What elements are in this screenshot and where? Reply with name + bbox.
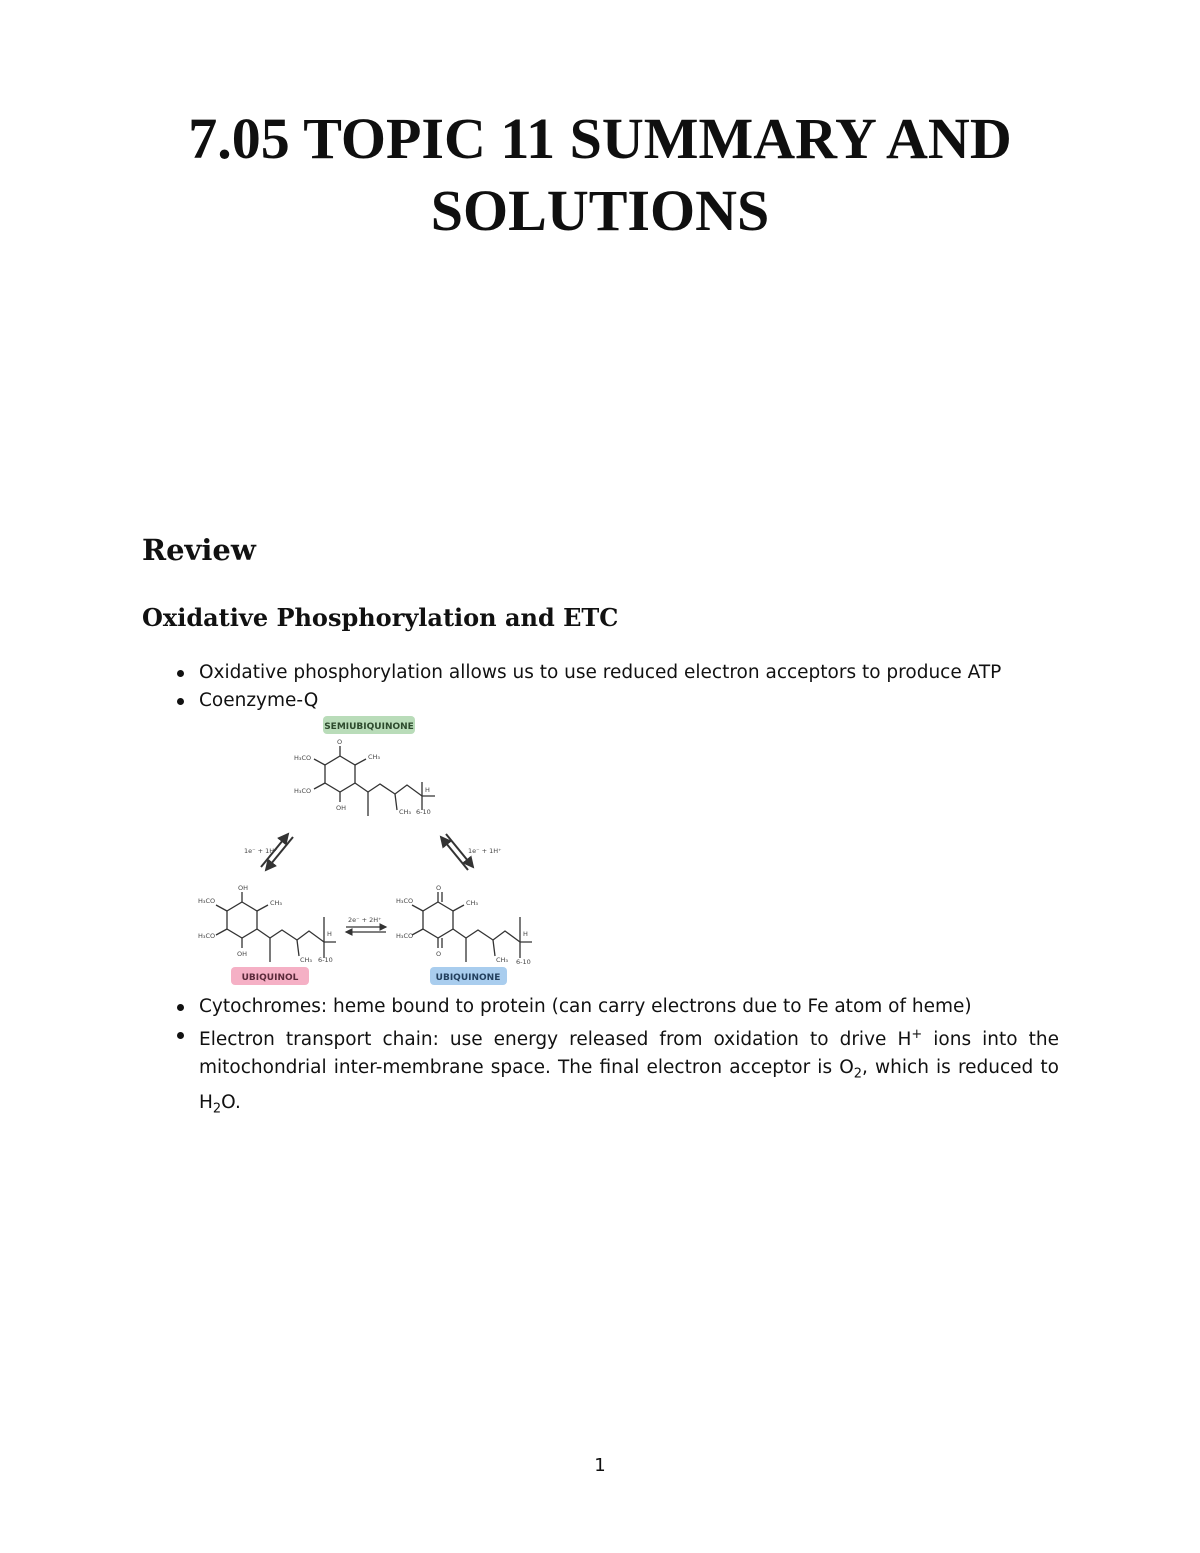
left-arrow-label: 1e⁻ + 1H⁺ (244, 847, 278, 855)
svg-text:H₃CO: H₃CO (198, 932, 216, 940)
subsection-heading: Oxidative Phosphorylation and ETC (142, 603, 619, 632)
section-heading: Review (142, 533, 256, 567)
bullet-oxidative-phosphorylation: Oxidative phosphorylation allows us to use reduced electron acceptors to produce ATP (199, 659, 1059, 687)
svg-text:6-10: 6-10 (318, 956, 333, 964)
svg-text:O: O (436, 884, 442, 892)
svg-text:CH₃: CH₃ (300, 956, 313, 964)
semiquinone-atom-labels (294, 738, 431, 816)
bullet-coenzyme-q: Coenzyme-Q (199, 687, 1059, 715)
svg-text:O: O (337, 738, 343, 746)
svg-text:OH: OH (336, 804, 347, 812)
ubiquinol-atom-labels (198, 884, 333, 964)
svg-text:CH₃: CH₃ (496, 956, 509, 964)
svg-text:CH₃: CH₃ (399, 808, 412, 816)
bullet-list-bottom (199, 993, 1059, 1124)
etc-sup-plus: + (911, 1027, 923, 1042)
ubiquinone-label: UBIQUINONE (435, 973, 501, 983)
semiquinone-badge (323, 716, 415, 734)
page-number: 1 (594, 1455, 606, 1476)
svg-text:OH: OH (238, 884, 249, 892)
title-line-2: SOLUTIONS (430, 178, 770, 243)
ubiquinone-atom-labels (396, 884, 531, 966)
bottom-arrow (346, 927, 386, 932)
right-arrow-label: 1e⁻ + 1H⁺ (468, 847, 502, 855)
etc-text-2: ions into the mitochondrial inter-membrane space. The final electron acceptor is O (199, 1029, 1059, 1079)
svg-text:H: H (327, 930, 332, 938)
svg-text:6-10: 6-10 (516, 958, 531, 966)
bullet-list-top (199, 659, 1059, 715)
etc-text-1: Electron transport chain: use energy released from oxidation to drive H (199, 1029, 912, 1051)
title-line-1: 7.05 TOPIC 11 SUMMARY AND (188, 106, 1012, 171)
bullet-electron-transport-chain (199, 1021, 1059, 1124)
semiquinone-label: SEMIUBIQUINONE (324, 722, 414, 732)
svg-text:H₃CO: H₃CO (396, 932, 414, 940)
etc-sub-h2: 2 (212, 1101, 222, 1117)
ubiquinol-badge (231, 967, 309, 985)
svg-text:CH₃: CH₃ (368, 753, 381, 761)
ubiquinol-label: UBIQUINOL (241, 973, 299, 983)
document-title (100, 103, 1100, 247)
bullet-cytochromes: Cytochromes: heme bound to protein (can carry electrons due to Fe atom of heme) (199, 993, 1059, 1021)
etc-sub-o2: 2 (853, 1066, 863, 1082)
ubiquinone-badge (430, 967, 507, 985)
etc-text-3: , which is reduced to H (199, 1057, 1059, 1113)
coenzyme-q-diagram (190, 712, 550, 992)
svg-text:H₃CO: H₃CO (396, 897, 414, 905)
svg-text:6-10: 6-10 (416, 808, 431, 816)
svg-text:O: O (436, 950, 442, 958)
svg-text:H: H (523, 930, 528, 938)
svg-text:H: H (425, 786, 430, 794)
svg-text:H₃CO: H₃CO (198, 897, 216, 905)
svg-text:H₃CO: H₃CO (294, 754, 312, 762)
svg-text:OH: OH (237, 950, 248, 958)
svg-text:CH₃: CH₃ (466, 899, 479, 907)
svg-text:H₃CO: H₃CO (294, 787, 312, 795)
bottom-arrow-label: 2e⁻ + 2H⁺ (348, 916, 382, 924)
svg-text:CH₃: CH₃ (270, 899, 283, 907)
etc-text-4: O. (221, 1091, 241, 1113)
